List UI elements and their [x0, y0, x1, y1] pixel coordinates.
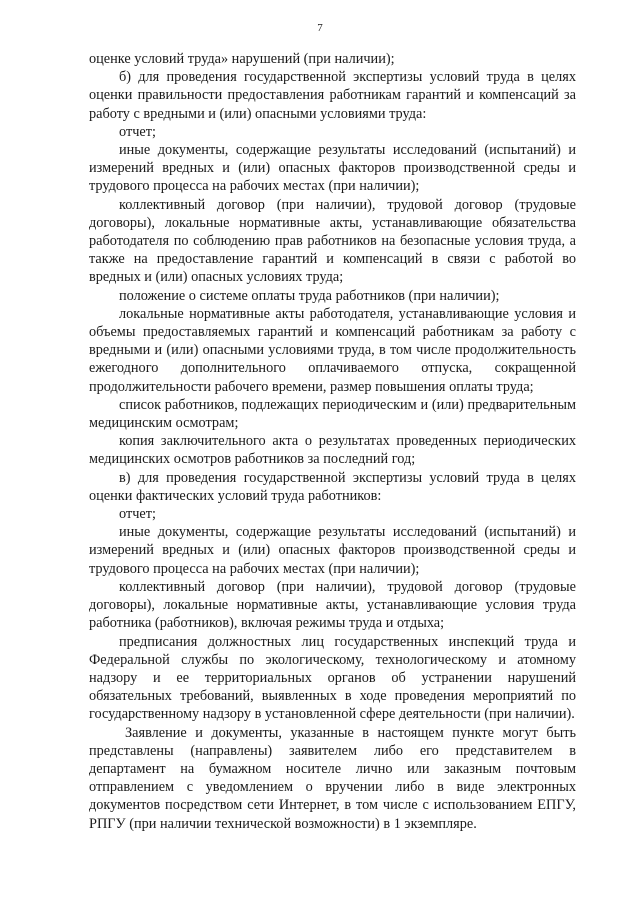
- paragraph-local-acts: локальные нормативные акты работодателя, устанавливающие условия и объемы предоставляемых гарантий и компенсаций работникам за работу с вредными и (или) опасными условиями труда, в том числе продолжительность ежегодного дополнительного оплачиваемого отпуска, сокращенной продолжительности рабочего времени, размер повышения оплаты труда;: [89, 305, 576, 395]
- page-number: 7: [317, 22, 323, 34]
- paragraph-continuation: оценке условий труда» нарушений (при наличии);: [89, 51, 395, 67]
- paragraph-inspection-orders: предписания должностных лиц государственных инспекций труда и Федеральной службы по экологическому, технологическому и атомному надзору и ее территориальных органов об устранении нарушений обязательных требований, выявленных в ходе проведения мероприятий по государственному надзору в установленной сфере деятельности (при наличии).: [89, 633, 576, 723]
- paragraph-other-documents: иные документы, содержащие результаты исследований (испытаний) и измерений вредных и (или) опасных факторов производственной среды и трудового процесса на рабочих местах (при наличии);: [89, 142, 576, 195]
- document-body: [89, 50, 576, 833]
- paragraph-item-v: в) для проведения государственной экспертизы условий труда в целях оценки фактических условий труда работников:: [89, 469, 576, 504]
- paragraph-submission: Заявление и документы, указанные в настоящем пункте могут быть представлены (направлены) заявителем либо его представителем в департамент на бумажном носителе лично или заказным почтовым отправлением с уведомлением о вручении либо в виде электронных документов посредством сети Интернет, в том числе с использованием ЕПГУ, РПГУ (при наличии технической возможности) в 1 экземпляре.: [89, 724, 576, 832]
- paragraph-collective-agreement: коллективный договор (при наличии), трудовой договор (трудовые договоры), локальные нормативные акты, устанавливающие обязательства работодателя по соблюдению прав работников на безопасные условия труда, а также на предоставление гарантий и компенсаций в связи с работой во вредных и (или) опасных условиях труда;: [89, 196, 576, 286]
- paragraph-medical-act: копия заключительного акта о результатах проведенных периодических медицинских осмотров работников за последний год;: [89, 433, 576, 468]
- paragraph-collective-agreement-2: коллективный договор (при наличии), трудовой договор (трудовые договоры), локальные нормативные акты, устанавливающие условия труда работника (работников), включая режимы труда и отдыха;: [89, 578, 576, 632]
- paragraph-other-documents-2: иные документы, содержащие результаты исследований (испытаний) и измерений вредных и (или) опасных факторов производственной среды и трудового процесса на рабочих местах (при наличии);: [89, 524, 576, 577]
- paragraph-report: отчет;: [119, 123, 156, 140]
- paragraph-report-2: отчет;: [119, 506, 156, 523]
- paragraph-payment-system: положение о системе оплаты труда работников (при наличии);: [119, 287, 500, 304]
- paragraph-item-b: б) для проведения государственной экспертизы условий труда в целях оценки правильности предоставления работникам гарантий и компенсаций за работу с вредными и (или) опасными условиями труда:: [89, 69, 576, 122]
- paragraph-employee-list: список работников, подлежащих периодическим и (или) предварительным медицинским осмотрам;: [89, 396, 576, 432]
